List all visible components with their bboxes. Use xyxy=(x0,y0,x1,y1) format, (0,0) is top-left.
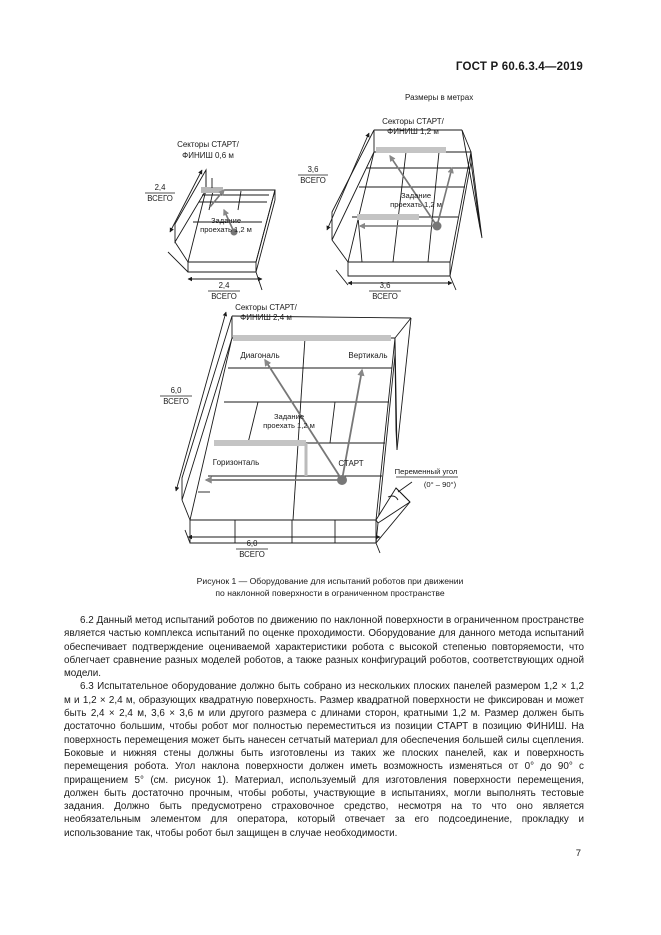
large-width-total: ВСЕГО xyxy=(239,550,265,559)
units-note: Размеры в метрах xyxy=(405,93,474,102)
large-task-line-2: проехать 1,2 м xyxy=(263,421,315,430)
paragraph-6-3: 6.3 Испытательное оборудование должно быть собрано из нескольких плоских панелей размером 1,2 × 1,2 м и 1,2 × 2,4 м, образующих квадратную поверхность. Размер квадратной поверхности не фиксирован и может быть 2,4 × 2,4 м, 3,6 × 3,6 м или другого размера с длинами сторон, кратными 1,2 м. Размер должен быть достаточно большим, чтобы робот мог полностью переместиться из позиции СТАРТ в позицию ФИНИШ. На поверхность перемещения может быть нанесен сетчатый материал для обеспечения большей силы сцепления. Боковые и нижняя стены должны быть изготовлены из таких же плоских панелей, как и поверхность перемещения робота. Угол наклона поверхности должен иметь возможность изменяться от 0° до 90° с приращением 5° (см. рисунок 1). Материал, используемый для изготовления поверхности перемещения, должен быть достаточно прочным, чтобы роботы, участвующие в испытаниях, могли выполнять тестовые задания. Должно быть предусмотрено страховочное средство, несмотря на то что оно является необязательным элементом для оператора, который отвечает за его подсоединение, прокладку и использование так, чтобы робот был защищен в случае необходимости. xyxy=(64,681,584,839)
figure-caption xyxy=(120,576,540,599)
body-text xyxy=(64,614,584,840)
large-sectors-label-1: Секторы СТАРТ/ xyxy=(235,303,297,312)
small-sectors-label-2: ФИНИШ 0,6 м xyxy=(182,151,234,160)
large-task-line-1: Задание xyxy=(273,412,305,421)
large-sectors-label-2: ФИНИШ 2,4 м xyxy=(240,313,292,322)
small-width-value: 2,4 xyxy=(218,281,230,290)
page-number: 7 xyxy=(575,848,581,859)
caption-line-2: по наклонной поверхности в ограниченном пространстве xyxy=(215,587,445,598)
small-task-line-1: Задание xyxy=(210,216,242,225)
angle-label: Переменный угол xyxy=(394,467,458,476)
medium-width-value: 3,6 xyxy=(379,281,391,290)
medium-task-line-2: проехать 1,2 м xyxy=(390,200,442,209)
angle-range: (0° – 90°) xyxy=(423,480,457,489)
medium-task-line-1: Задание xyxy=(400,191,432,200)
start-label: СТАРТ xyxy=(338,459,364,468)
small-task-line-2: проехать 1,2 м xyxy=(200,225,252,234)
small-sectors-label-1: Секторы СТАРТ/ xyxy=(177,140,239,149)
vertical-label: Вертикаль xyxy=(348,351,388,360)
small-height-total: ВСЕГО xyxy=(147,194,173,203)
medium-test-rig xyxy=(327,130,482,290)
large-height-total: ВСЕГО xyxy=(163,397,189,406)
standard-code: ГОСТ Р 60.6.3.4—2019 xyxy=(455,61,583,73)
horizontal-label: Горизонталь xyxy=(212,458,260,467)
diagonal-label: Диагональ xyxy=(240,351,280,360)
medium-width-total: ВСЕГО xyxy=(372,292,398,301)
medium-height-total: ВСЕГО xyxy=(300,176,326,185)
paragraph-6-2: 6.2 Данный метод испытаний роботов по движению по наклонной поверхности в ограниченном пространстве является частью комплекса испытаний по оценке проходимости. Оборудование для данного метода испытаний обеспечивает подтверждение оцениваемой характеристики робота с высокой степенью повторяемости, что облегчает сравнение разных моделей роботов, а также разных конфигураций роботов, соответствующих одной модели. xyxy=(64,615,584,680)
medium-sectors-label-2: ФИНИШ 1,2 м xyxy=(387,127,439,136)
medium-height-value: 3,6 xyxy=(307,165,319,174)
large-height-value: 6,0 xyxy=(170,386,182,395)
medium-sectors-label-1: Секторы СТАРТ/ xyxy=(382,117,444,126)
small-width-total: ВСЕГО xyxy=(211,292,237,301)
large-width-value: 6,0 xyxy=(246,539,258,548)
small-height-value: 2,4 xyxy=(154,183,166,192)
caption-line-1: Рисунок 1 — Оборудование для испытаний роботов при движении xyxy=(196,576,464,586)
large-test-rig xyxy=(176,312,412,553)
